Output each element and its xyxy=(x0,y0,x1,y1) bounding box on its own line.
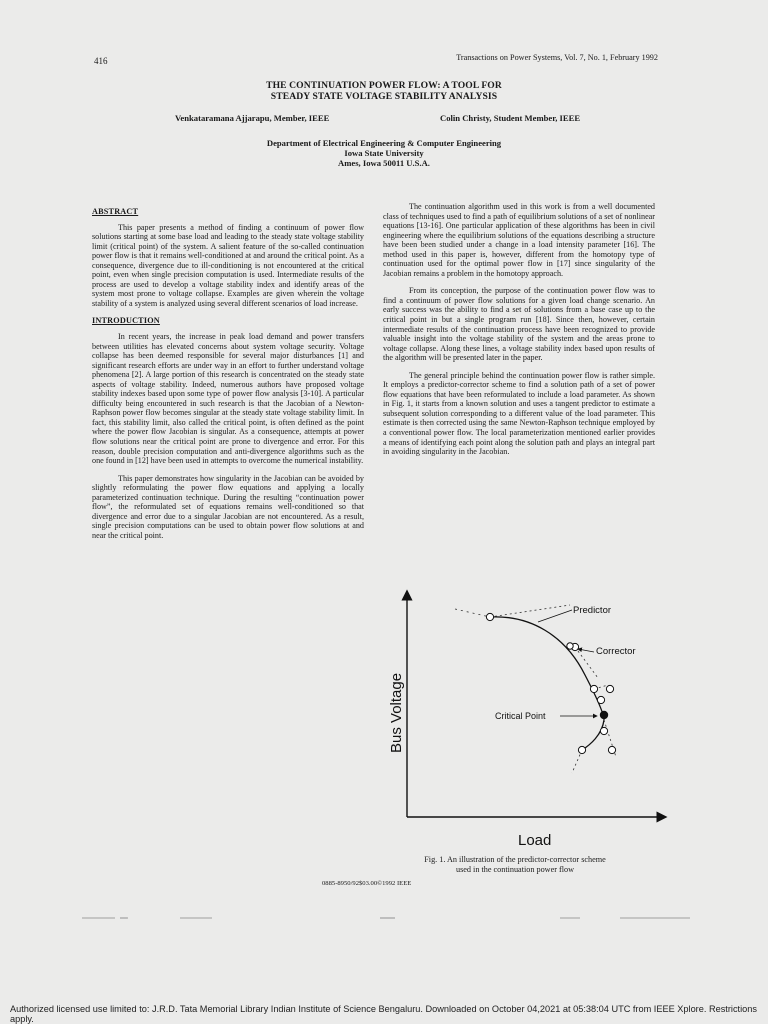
author-2: Colin Christy, Student Member, IEEE xyxy=(440,113,581,123)
solution-point xyxy=(486,613,493,620)
predictor-label: Predictor xyxy=(573,605,612,616)
solution-point xyxy=(578,746,585,753)
intro-paragraph-2: This paper demonstrates how singularity in the Jacobian can be avoided by slightly reformulating the power flow equations and applying a locally parameterized continuation technique. During the resulting “continuation power flow”, the reformulated set of equations remains well-conditioned so that divergence and error due to a singular Jacobian are not encountered. As a result, single precision computations can be used to obtain power flow solutions at and near the critical point. xyxy=(92,473,364,540)
license-notice: Authorized licensed use limited to: J.R.D. Tata Memorial Library Indian Institute of Science Bengaluru. Downloaded on October 04,2021 at 05:38:04 UTC from IEEE Xplore. Restrictions apply. xyxy=(10,1004,757,1024)
predictor-tangent-1 xyxy=(455,609,490,617)
x-axis-label: Load xyxy=(518,832,552,849)
right-paragraph-3: The general principle behind the continuation power flow is rather simple. It employs a predictor-corrector scheme to find a solution path of a set of power flow equations that have been reformulated to include a load parameter. As shown in Fig. 1, it starts from a known solution and uses a tangent predictor to estimate a subsequent solution corresponding to a different value of the load parameter. This estimate is then corrected using the same Newton-Raphson technique employed by a conventional power flow. The local parameterization mentioned earlier provides a means of identifying each point along the solution path and plays an integral part in avoiding singularity in the Jacobian. xyxy=(383,370,655,457)
solution-point xyxy=(606,685,613,692)
right-column xyxy=(383,202,655,465)
y-axis-label: Bus Voltage xyxy=(388,672,405,753)
solution-point xyxy=(567,643,573,649)
footer-rules xyxy=(0,912,768,922)
abstract-heading: ABSTRACT xyxy=(92,207,139,216)
author-1: Venkataramana Ajjarapu, Member, IEEE xyxy=(175,113,330,123)
affiliation-city: Ames, Iowa 50011 U.S.A. xyxy=(338,158,430,168)
copyright-notice: 0885-8950/92$03.00©1992 IEEE xyxy=(322,880,412,887)
paper-title xyxy=(0,80,768,102)
critical-point-label: Critical Point xyxy=(495,711,546,721)
solution-point xyxy=(590,685,597,692)
left-column xyxy=(92,207,364,549)
affiliation xyxy=(0,138,768,168)
affiliation-university: Iowa State University xyxy=(344,148,424,158)
introduction-heading: INTRODUCTION xyxy=(92,316,160,326)
solution-path-curve xyxy=(490,617,604,750)
caption-line-1: Fig. 1. An illustration of the predictor-corrector scheme xyxy=(424,855,606,864)
abstract-text: This paper presents a method of finding a continuum of power flow solutions starting at some base load and leading to the steady state voltage stability limit (critical point) of the system. A salient feature of the so-called continuation power flow is that it remains well-conditioned at and around the critical point. As a consequence, divergence due to ill-conditioning is not encountered at the critical point, even when single precision computation is used. Intermediate results of the process are used to develop a voltage stability index and identify areas of the system most prone to voltage collapse. Examples are given wherein the voltage stability of a system is analyzed using several different scenarios of load increase. xyxy=(92,222,364,308)
page-number: 416 xyxy=(94,56,108,66)
solution-point xyxy=(597,696,604,703)
intro-paragraph-1: In recent years, the increase in peak load demand and power transfers between utilities has elevated concerns about system voltage security. Voltage collapse has been deemed responsible for several major disturbances [1] and significant research efforts are under way in an effort to further understand voltage phenomena [2]. A large portion of this research is concentrated on the steady state aspects of voltage stability. Indeed, numerous authors have proposed voltage stability indexes based upon some type of power flow analysis [3-10]. A particular difficulty being encountered in such research is that the Jacobian of a Newton-Raphson power flow becomes singular at the steady state voltage stability limit. In fact, this stability limit, also called the critical point, is often defined as the point where the power flow Jacobian is singular. As a consequence, attempts at power flow solutions near the critical point are prone to divergence and error. For this reason, double precision computation and anti-divergence algorithms such as the one found in [12] have been used in attempts to overcome the numerical instability. xyxy=(92,332,364,466)
critical-point-marker xyxy=(600,711,608,719)
affiliation-dept: Department of Electrical Engineering & Computer Engineering xyxy=(266,138,502,148)
right-paragraph-2: From its conception, the purpose of the continuation power flow was to find a continuum of power flow solutions for a given load change scenario. An early success was the ability to find a set of solutions from a base case up to the critical point in but a single program run [18]. Since then, however, certain intermediate results of the continuation process have been recognized to provide valuable insight into the voltage stability of the system and the areas prone to voltage collapse. Along these lines, a voltage stability index based upon results of the algorithm will be presented later in the paper. xyxy=(383,286,655,363)
corrector-label: Corrector xyxy=(596,646,636,657)
corrector-pointer xyxy=(578,649,594,652)
solution-point xyxy=(600,727,607,734)
right-paragraph-1: The continuation algorithm used in this work is from a well documented class of techniques used to find a path of equilibrium solutions of a set of nonlinear equations [13-16]. One particular application of these algorithms has been in civil engineering where the equilibrium solutions of the equations describing a structure have been been studied under a change in a load intensity parameter [16]. The method used in this paper is, however, different from the homotopy type of continuation used for the optimal power flow in [17] since singularity of the Jacobian remains a problem in the homotopy approach. xyxy=(383,202,655,278)
solution-point xyxy=(608,746,615,753)
title-line-1: THE CONTINUATION POWER FLOW: A TOOL FOR xyxy=(266,80,502,91)
caption-line-2: used in the continuation power flow xyxy=(455,865,574,874)
title-line-2: STEADY STATE VOLTAGE STABILITY ANALYSIS xyxy=(270,91,498,102)
figure-1-diagram xyxy=(380,585,670,865)
predictor-pointer xyxy=(538,610,572,622)
journal-running-head: Transactions on Power Systems, Vol. 7, No. 1, February 1992 xyxy=(456,53,658,62)
figure-caption xyxy=(380,855,650,875)
